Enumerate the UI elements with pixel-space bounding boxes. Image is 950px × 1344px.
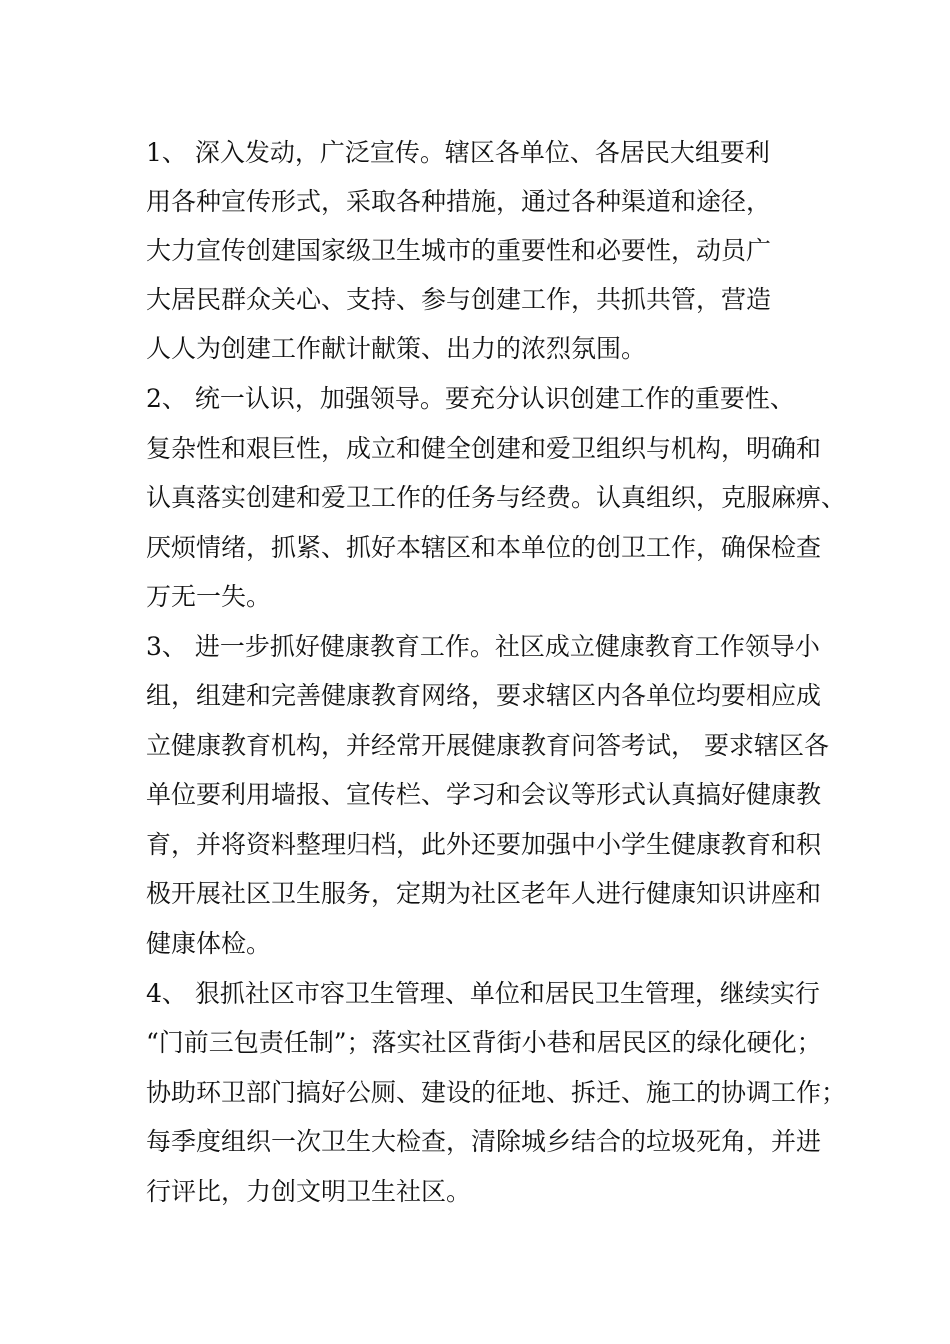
paragraph-line: 厌烦情绪，抓紧、抓好本辖区和本单位的创卫工作，确保检查	[146, 533, 822, 562]
paragraph-line: 复杂性和艰巨性，成立和健全创建和爱卫组织与机构，明确和	[146, 434, 822, 463]
paragraph-line: 大力宣传创建国家级卫生城市的重要性和必要性，动员广	[146, 236, 772, 265]
paragraph-line: 4、 狠抓社区市容卫生管理、单位和居民卫生管理，继续实行	[146, 979, 820, 1008]
paragraph-line: 育，并将资料整理归档，此外还要加强中小学生健康教育和积	[146, 830, 822, 859]
paragraph-line: 1、 深入发动，广泛宣传。辖区各单位、各居民大组要利	[146, 138, 770, 167]
paragraph-line: 每季度组织一次卫生大检查，清除城乡结合的垃圾死角，并进	[146, 1127, 822, 1156]
paragraph-line: 大居民群众关心、支持、参与创建工作，共抓共管，营造	[146, 285, 772, 314]
paragraph-line: 2、 统一认识，加强领导。要充分认识创建工作的重要性、	[146, 384, 795, 413]
paragraph-line: 健康体检。	[146, 929, 272, 958]
paragraph-line: 极开展社区卫生服务，定期为社区老年人进行健康知识讲座和	[146, 879, 822, 908]
paragraph-line: 万无一失。	[146, 582, 272, 611]
paragraph-line: 协助环卫部门搞好公厕、建设的征地、拆迁、施工的协调工作；	[146, 1078, 847, 1107]
paragraph-line: 人人为创建工作献计献策、出力的浓烈氛围。	[146, 334, 647, 363]
paragraph-line: 行评比，力创文明卫生社区。	[146, 1177, 472, 1206]
paragraph-line: 单位要利用墙报、宣传栏、学习和会议等形式认真搞好健康教	[146, 780, 822, 809]
paragraph-line: 3、 进一步抓好健康教育工作。社区成立健康教育工作领导小	[146, 632, 820, 661]
paragraph-line: “门前三包责任制”；落实社区背街小巷和居民区的绿化硬化；	[146, 1028, 822, 1057]
paragraph-line: 立健康教育机构，并经常开展健康教育问答考试， 要求辖区各	[146, 731, 829, 760]
paragraph-line: 认真落实创建和爱卫工作的任务与经费。认真组织，克服麻痹、	[146, 483, 847, 512]
paragraph-line: 用各种宣传形式，采取各种措施，通过各种渠道和途径，	[146, 187, 772, 216]
paragraph-line: 组，组建和完善健康教育网络，要求辖区内各单位均要相应成	[146, 681, 822, 710]
